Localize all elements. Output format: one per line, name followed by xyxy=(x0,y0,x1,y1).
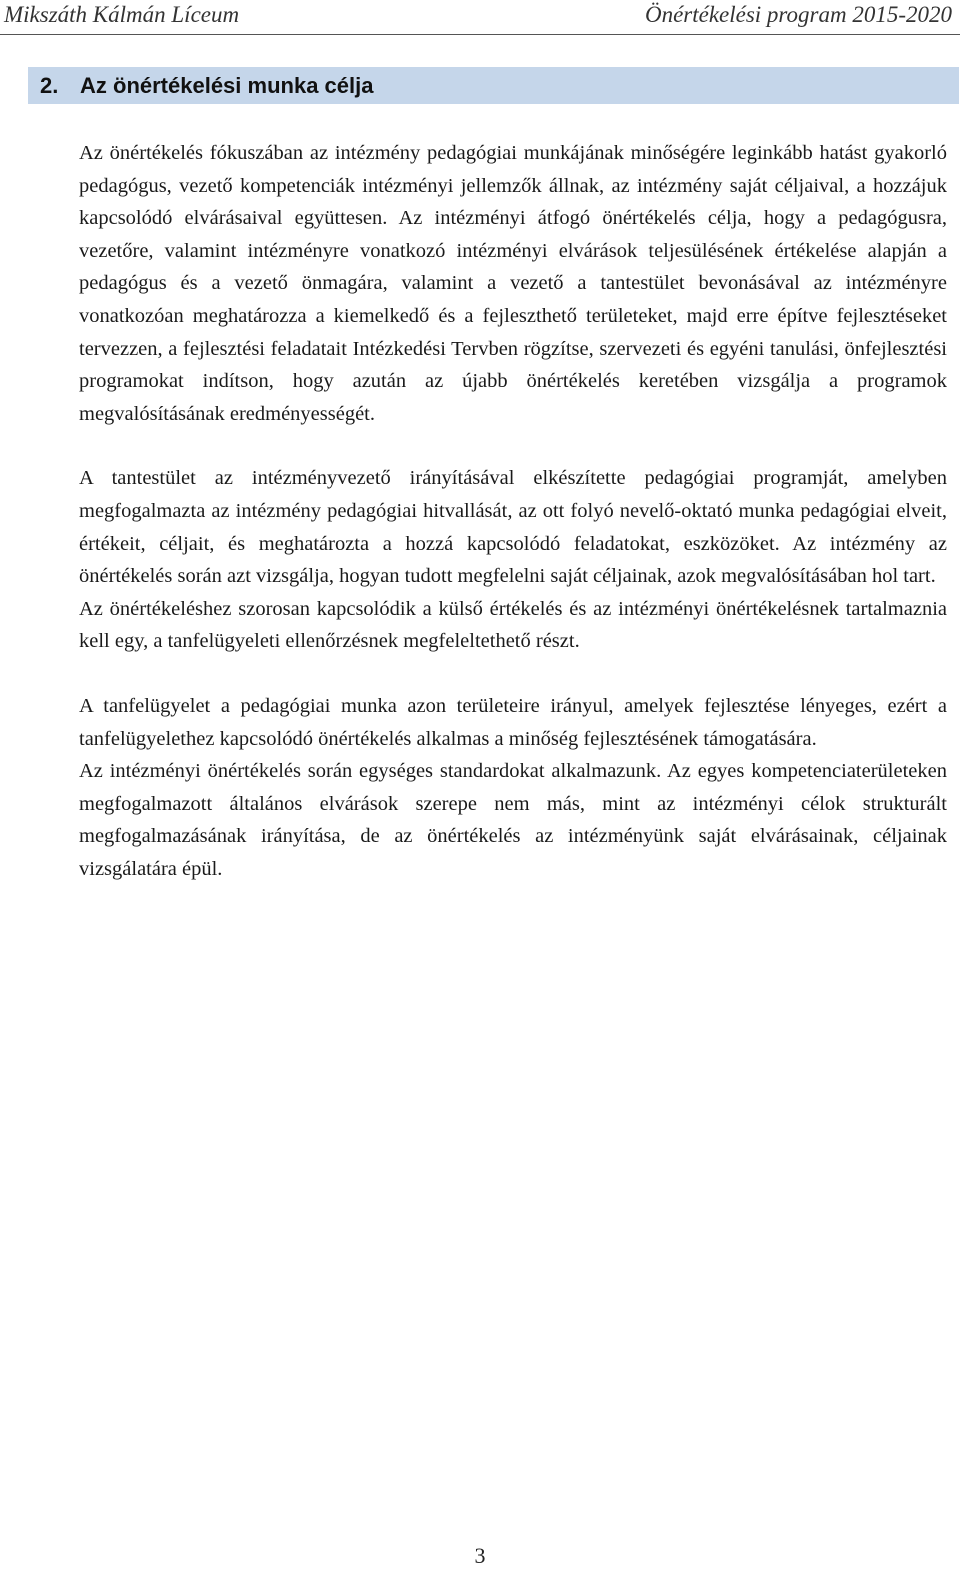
header-program-title: Önértékelési program 2015-2020 xyxy=(644,2,952,27)
paragraph-2: A tantestület az intézményvezető irányításával elkészítette pedagógiai programját, amelyben megfogalmazta az intézmény pedagógiai hitvallását, az ott folyó nevelő-oktató munka pedagógiai elveit, értékeit, céljait, és meghatározta a hozzá kapcsolódó feladatokat, eszközöket. Az intézmény az önértékelés során azt vizsgálja, hogyan tudott megfelelni saját céljainak, azok megvalósításában hol tart. xyxy=(79,467,947,588)
page-header xyxy=(0,0,960,35)
paragraph-5: Az intézményi önértékelés során egységes standardokat alkalmazunk. Az egyes kompetenciaterületeken megfogalmazott általános elvárások szerepe nem más, mint az intézményi célok strukturált megfogalmazásának irányítása, de az önértékelés az intézményünk saját elvárásainak, céljainak vizsgálatára épül. xyxy=(79,760,947,880)
paragraph-1: Az önértékelés fókuszában az intézmény pedagógiai munkájának minőségére leginkább hatást gyakorló pedagógus, vezető kompetenciák intézményi jellemzők állnak, az intézmény saját céljaival, a hozzájuk kapcsolódó elvárásaival együttesen. Az intézményi átfogó önértékelés célja, hogy a pedagógusra, vezetőre, valamint intézményre vonatkozó intézményi elvárások teljesülésének értékelése alapján a pedagógus és a vezető önmagára, valamint a vezető a tantestület bevonásával az intézményre vonatkozóan meghatározza a kiemelkedő és a fejleszthető területeket, majd erre építve fejlesztéseket tervezzen, a fejlesztési feladatait Intézkedési Tervben rögzítse, szervezeti és egyéni tanulási, önfejlesztési programokat indítson, hogy azután az újabb önértékelés keretében vizsgálja a programok megvalósításának eredményességét. xyxy=(79,142,947,425)
section-heading xyxy=(28,67,959,104)
body-text xyxy=(79,137,947,885)
header-school-name: Mikszáth Kálmán Líceum xyxy=(4,2,240,27)
section-number: 2. xyxy=(40,73,59,98)
paragraph-3: Az önértékeléshez szorosan kapcsolódik a külső értékelés és az intézményi önértékelésnek tartalmaznia kell egy, a tanfelügyeleti ellenőrzésnek megfeleltethető részt. xyxy=(79,597,947,653)
paragraph-4: A tanfelügyelet a pedagógiai munka azon területeire irányul, amelyek fejlesztése lényeges, ezért a tanfelügyelethez kapcsolódó önértékelés alkalmas a minőség fejlesztésének támogatására. xyxy=(79,694,947,750)
paragraph-gap xyxy=(79,430,947,462)
paragraph-gap xyxy=(79,658,947,690)
section-title: Az önértékelési munka célja xyxy=(80,73,374,98)
page-number: 3 xyxy=(474,1543,486,1568)
